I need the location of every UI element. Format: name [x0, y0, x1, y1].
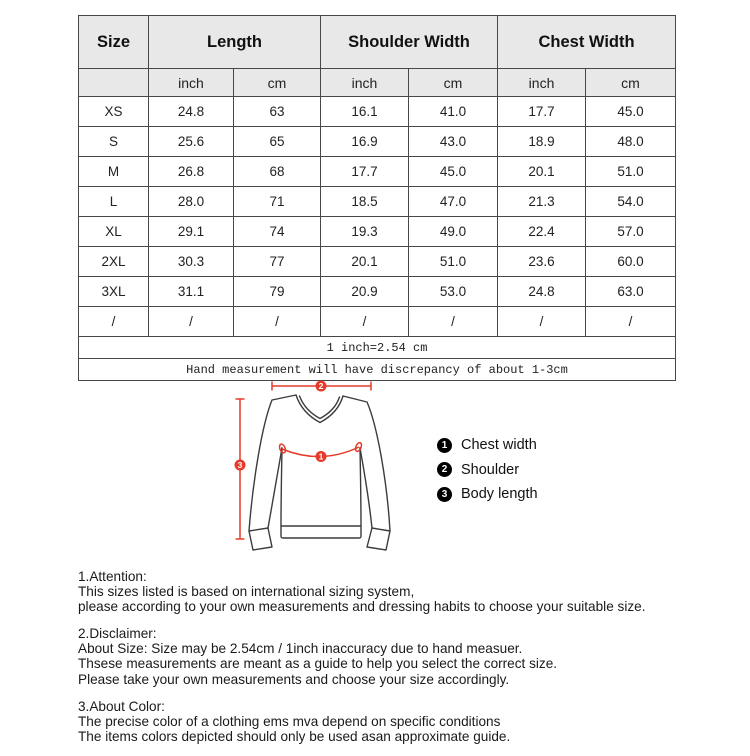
disclaimer-section	[78, 626, 726, 686]
header-length: Length	[149, 16, 321, 69]
size-table	[78, 15, 676, 381]
value-cell: 68	[234, 157, 321, 187]
section-line: Thsese measurements are meant as a guide to help you select the correct size.	[78, 656, 558, 672]
value-cell: 74	[234, 217, 321, 247]
value-cell: 19.3	[321, 217, 409, 247]
measurement-lines	[236, 382, 372, 540]
value-cell: 57.0	[586, 217, 676, 247]
size-cell: XL	[79, 217, 149, 247]
legend-item-shoulder	[437, 458, 538, 483]
value-cell: 47.0	[409, 187, 498, 217]
value-cell: 51.0	[409, 247, 498, 277]
section-line: The items colors depicted should only be used asan approximate guide.	[78, 728, 511, 744]
table-row	[79, 127, 676, 157]
value-cell: /	[586, 307, 676, 337]
about-color-section	[78, 699, 726, 744]
size-table-body	[79, 97, 676, 337]
section-line: please according to your own measurements and dressing habits to choose your suitable size.	[78, 599, 646, 615]
unit-cell-inch: inch	[149, 69, 234, 97]
section-title: 3.About Color:	[78, 698, 165, 714]
value-cell: 28.0	[149, 187, 234, 217]
value-cell: /	[498, 307, 586, 337]
legend-item-body-length	[437, 482, 538, 507]
table-row	[79, 307, 676, 337]
value-cell: 20.9	[321, 277, 409, 307]
value-cell: 41.0	[409, 97, 498, 127]
sweater-outline	[249, 395, 390, 550]
value-cell: /	[409, 307, 498, 337]
value-cell: 43.0	[409, 127, 498, 157]
legend-marker-icon: 3	[437, 487, 452, 502]
table-row	[79, 187, 676, 217]
unit-header-row	[79, 69, 676, 97]
table-row	[79, 97, 676, 127]
header-shoulder-width: Shoulder Width	[321, 16, 498, 69]
legend-marker-icon: 1	[437, 438, 452, 453]
unit-cell-empty	[79, 69, 149, 97]
value-cell: 65	[234, 127, 321, 157]
value-cell: 63.0	[586, 277, 676, 307]
header-size: Size	[79, 16, 149, 69]
sweater-diagram	[225, 380, 415, 570]
marker-number-length: 3	[237, 460, 243, 470]
value-cell: 20.1	[498, 157, 586, 187]
size-cell: 3XL	[79, 277, 149, 307]
table-row	[79, 277, 676, 307]
unit-cell-inch: inch	[498, 69, 586, 97]
legend-label: Shoulder	[461, 461, 520, 478]
unit-cell-inch: inch	[321, 69, 409, 97]
value-cell: 77	[234, 247, 321, 277]
value-cell: 17.7	[321, 157, 409, 187]
value-cell: 22.4	[498, 217, 586, 247]
legend-label: Body length	[461, 486, 538, 503]
marker-number-chest: 1	[318, 451, 324, 462]
header-chest-width: Chest Width	[498, 16, 676, 69]
section-line: The precise color of a clothing ems mva depend on specific conditions	[78, 713, 501, 729]
table-header-row	[79, 16, 676, 69]
notes-text	[78, 569, 726, 756]
unit-cell-cm: cm	[409, 69, 498, 97]
section-line: About Size: Size may be 2.54cm / 1inch inaccuracy due to hand measuer.	[78, 641, 523, 657]
size-cell: 2XL	[79, 247, 149, 277]
value-cell: 21.3	[498, 187, 586, 217]
size-cell: S	[79, 127, 149, 157]
value-cell: 53.0	[409, 277, 498, 307]
legend-item-chest	[437, 433, 538, 458]
value-cell: 24.8	[149, 97, 234, 127]
value-cell: 54.0	[586, 187, 676, 217]
section-line: This sizes listed is based on international sizing system,	[78, 584, 415, 600]
value-cell: 48.0	[586, 127, 676, 157]
unit-cell-cm: cm	[234, 69, 321, 97]
value-cell: 26.8	[149, 157, 234, 187]
value-cell: 45.0	[409, 157, 498, 187]
value-cell: /	[321, 307, 409, 337]
diagram-legend	[437, 433, 538, 507]
value-cell: 49.0	[409, 217, 498, 247]
conversion-note-row	[79, 337, 676, 359]
value-cell: 24.8	[498, 277, 586, 307]
value-cell: /	[149, 307, 234, 337]
value-cell: 18.5	[321, 187, 409, 217]
conversion-note: 1 inch=2.54 cm	[79, 337, 676, 359]
size-cell: XS	[79, 97, 149, 127]
value-cell: 16.9	[321, 127, 409, 157]
measurement-note-row	[79, 359, 676, 381]
unit-cell-cm: cm	[586, 69, 676, 97]
section-line: Please take your own measurements and choose your size accordingly.	[78, 671, 510, 687]
value-cell: 79	[234, 277, 321, 307]
section-title: 2.Disclaimer:	[78, 626, 157, 642]
section-title: 1.Attention:	[78, 569, 147, 584]
value-cell: 71	[234, 187, 321, 217]
value-cell: 63	[234, 97, 321, 127]
value-cell: 45.0	[586, 97, 676, 127]
value-cell: 20.1	[321, 247, 409, 277]
value-cell: 30.3	[149, 247, 234, 277]
size-cell: L	[79, 187, 149, 217]
marker-number-shoulder: 2	[318, 381, 324, 391]
measurement-note: Hand measurement will have discrepancy of about 1-3cm	[79, 359, 676, 381]
attention-section	[78, 569, 726, 614]
table-row	[79, 157, 676, 187]
value-cell: 17.7	[498, 97, 586, 127]
legend-marker-icon: 2	[437, 462, 452, 477]
value-cell: 18.9	[498, 127, 586, 157]
value-cell: 51.0	[586, 157, 676, 187]
table-row	[79, 247, 676, 277]
size-cell: /	[79, 307, 149, 337]
value-cell: 31.1	[149, 277, 234, 307]
value-cell: 16.1	[321, 97, 409, 127]
value-cell: 60.0	[586, 247, 676, 277]
value-cell: 25.6	[149, 127, 234, 157]
table-row	[79, 217, 676, 247]
value-cell: 23.6	[498, 247, 586, 277]
value-cell: 29.1	[149, 217, 234, 247]
size-cell: M	[79, 157, 149, 187]
value-cell: /	[234, 307, 321, 337]
legend-label: Chest width	[461, 437, 537, 454]
